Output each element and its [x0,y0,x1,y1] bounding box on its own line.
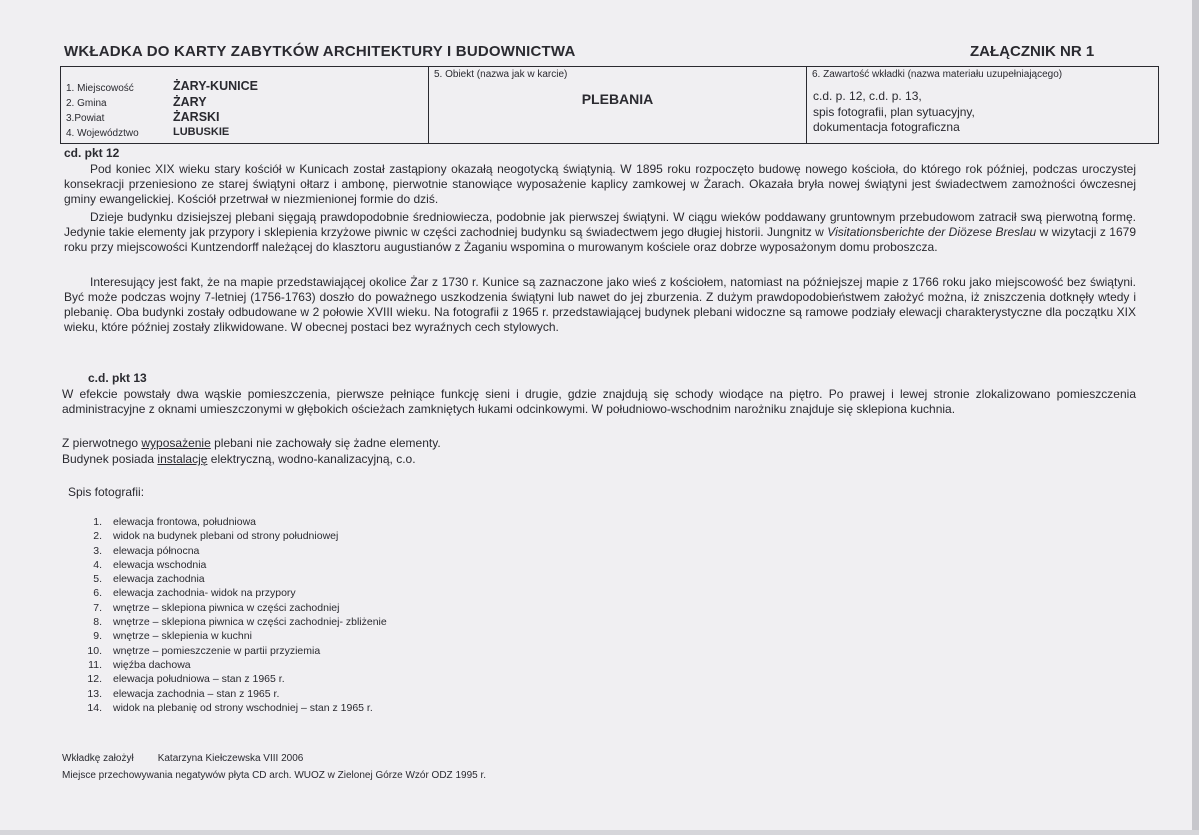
paragraph-text: Budynek posiada [62,452,158,466]
county-label: 3.Powiat [66,113,105,124]
object-name: PLEBANIA [581,91,654,107]
list-item: 14. widok na plebanię od strony wschodniej – stan z 1965 r. [87,701,373,714]
paragraph-text: Dzieje budynku dzisiejszej plebani sięgają prawdopodobnie średniowiecza, podobnie jak pierwszej świątyni. W ciągu wieków poddawany gruntownym przebudowom zatracił swą pierwotną formę. Jedynie takie elementy jak przypory i sklepienia krzyżowe piwnic w części zachodniej budynku są świadectwem jego długiej historii. Jungnitz w [64,210,1136,239]
author-name: Katarzyna Kiełczewska VIII 2006 [157,753,304,764]
list-item: 1. elewacja frontowa, południowa [93,516,257,528]
photo-list [86,515,387,715]
paragraph-text: plebani nie zachowały się żadne elementy. [210,436,441,450]
list-item: 4. elewacja wschodnia [93,558,207,571]
list-item: 9. wnętrze – sklepienia w kuchni [93,630,252,643]
commune-value: ŻARY [173,95,207,109]
paragraph: W efekcie powstały dwa wąskie pomieszczenia, pierwsze pełniące funkcję sieni i drugie, gdzie znajdują się schody wiodące na piętro. Po prawej i lewej stronie zlokalizowano pomieszczenia administracyjne z oknami umieszczonymi w głębokich ościeżach zamkniętych łukami odcinkowymi. W południowo-wschodnim narożniku znajduje się sklepiona kuchnia. [62,387,1136,416]
list-item: 13. elewacja zachodnia – stan z 1965 r. [87,687,280,700]
underlined-word: instalację [157,452,208,466]
storage-line: Miejsce przechowywania negatywów płyta CD arch. WUOZ w Zielonej Górze Wzór ODZ 1995 r. [62,770,487,781]
county-value: ŻARSKI [173,110,220,124]
list-item-text: elewacja zachodnia- widok na przypory [113,587,296,600]
scan-edge [0,830,1199,835]
paragraph: Interesujący jest fakt, że na mapie przedstawiającej okolice Żar z 1730 r. Kunice są zaznaczone jako wieś z kościołem, natomiast na późniejszej mapie z 1766 roku jako miejscowość bez świątyni. Być może podczas wojny 7-letniej (1756-1763) doszło do poważnego uszkodzenia świątyni lub nawet do jej zburzenia. Z dużym prawdopodobieństwem założyć można, iż zniszczenia dotknęły wtedy i plebanię. Oba budynki zostały odbudowane w 2 połowie XVIII wieku. Na fotografii z 1965 r. przedstawiającej budynek plebani widoczne są ramowe podziały elewacji charakterystyczne dla początku XIX wieku, które później zostały zlikwidowane. W obecnej postaci bez wyraźnych cech stylowych. [64,275,1136,334]
list-item-text: widok na budynek plebani od strony południowej [113,530,339,543]
list-item: 3. elewacja północna [93,544,200,557]
cited-title: Visitationsberichte der Diözese Breslau [827,225,1037,239]
list-item-text: elewacja zachodnia [113,573,205,586]
section-13-heading: c.d. pkt 13 [88,371,147,385]
list-item-text: wnętrze – sklepienia w kuchni [113,630,252,643]
contents-line: dokumentacja fotograficzna [813,120,960,134]
author-line [62,753,303,764]
list-item-text: elewacja zachodnia – stan z 1965 r. [113,687,280,700]
object-label: 5. Obiekt (nazwa jak w karcie) [434,69,568,80]
list-item-text: widok na plebanię od strony wschodniej – stan z 1965 r. [113,701,373,714]
list-item-text: wnętrze – sklepiona piwnica w części zachodniej [113,601,340,614]
paragraph [64,210,1136,255]
object-cell [429,67,807,143]
section-12-heading: cd. pkt 12 [64,146,120,160]
paragraph-text: Z pierwotnego [62,436,142,450]
list-item-text: elewacja północna [113,544,200,557]
photo-list-heading: Spis fotografii: [68,485,145,499]
list-item: 7. wnętrze – sklepiona piwnica w części zachodniej [93,601,340,614]
list-item: 8. wnętrze – sklepiona piwnica w części zachodniej- zbliżenie [93,616,387,629]
underlined-word: wyposażenie [141,436,211,450]
author-label: Wkładkę założył [62,753,134,764]
annex-label: ZAŁĄCZNIK NR 1 [970,43,1095,60]
commune-label: 2. Gmina [66,98,107,109]
list-item: 6. elewacja zachodnia- widok na przypory [93,587,296,600]
paragraph-text: elektryczną, wodno-kanalizacyjną, c.o. [207,452,416,466]
list-item-text: elewacja frontowa, południowa [113,516,257,528]
header-table [60,66,1159,144]
contents-cell [807,67,1160,143]
list-item: 12. elewacja południowa – stan z 1965 r. [87,673,285,686]
paragraph-text: w wizytacji z 1679 roku przy miejscowości Kuntzendorff należącej do klasztoru augustianów z Żaganiu wspomina o murowanym kościele oraz dobrze wyposażonym domu proboszcza. [64,225,1136,254]
location-value: ŻARY-KUNICE [173,79,258,93]
contents-line: spis fotografii, plan sytuacyjny, [813,105,975,119]
voivodeship-label: 4. Województwo [66,128,139,139]
document-title: WKŁADKA DO KARTY ZABYTKÓW ARCHITEKTURY I BUDOWNICTWA [64,43,576,60]
paragraph: Pod koniec XIX wieku stary kościół w Kunicach został zastąpiony okazałą neogotycką świątynią. W 1895 roku rozpoczęto budowę nowego kościoła, do którego rok później, podczas uroczystej konsekracji przeniesiono ze starej świątyni ołtarz i ambonę, pierwotnie stanowiące wyposażenie kaplicy zamkowej w Żarach. Okazała bryła nowej świątyni jest świadectwem zamożności ówczesnej gminy ewangelickiej. Kościół przetrwał w niezmienionej formie do dziś. [64,162,1136,206]
paragraph [62,436,441,450]
location-label: 1. Miejscowość [66,83,134,94]
contents-line: c.d. p. 12, c.d. p. 13, [813,89,922,103]
list-item: 10. wnętrze – pomieszczenie w partii przyziemia [87,644,321,657]
list-item: 5. elewacja zachodnia [93,573,205,586]
list-item-text: elewacja wschodnia [113,558,207,571]
list-item-text: więźba dachowa [113,658,191,671]
list-item-text: wnętrze – sklepiona piwnica w części zachodniej- zbliżenie [113,616,387,629]
scan-edge [1192,0,1199,835]
paragraph [62,452,416,466]
location-cell [61,67,429,143]
list-item: 11. więźba dachowa [88,658,191,671]
list-item-text: elewacja południowa – stan z 1965 r. [113,673,285,686]
list-item-text: wnętrze – pomieszczenie w partii przyziemia [113,644,321,657]
voivodeship-value: LUBUSKIE [173,126,230,138]
list-item: 2. widok na budynek plebani od strony południowej [93,530,339,543]
contents-label: 6. Zawartość wkładki (nazwa materiału uzupełniającego) [812,69,1063,80]
